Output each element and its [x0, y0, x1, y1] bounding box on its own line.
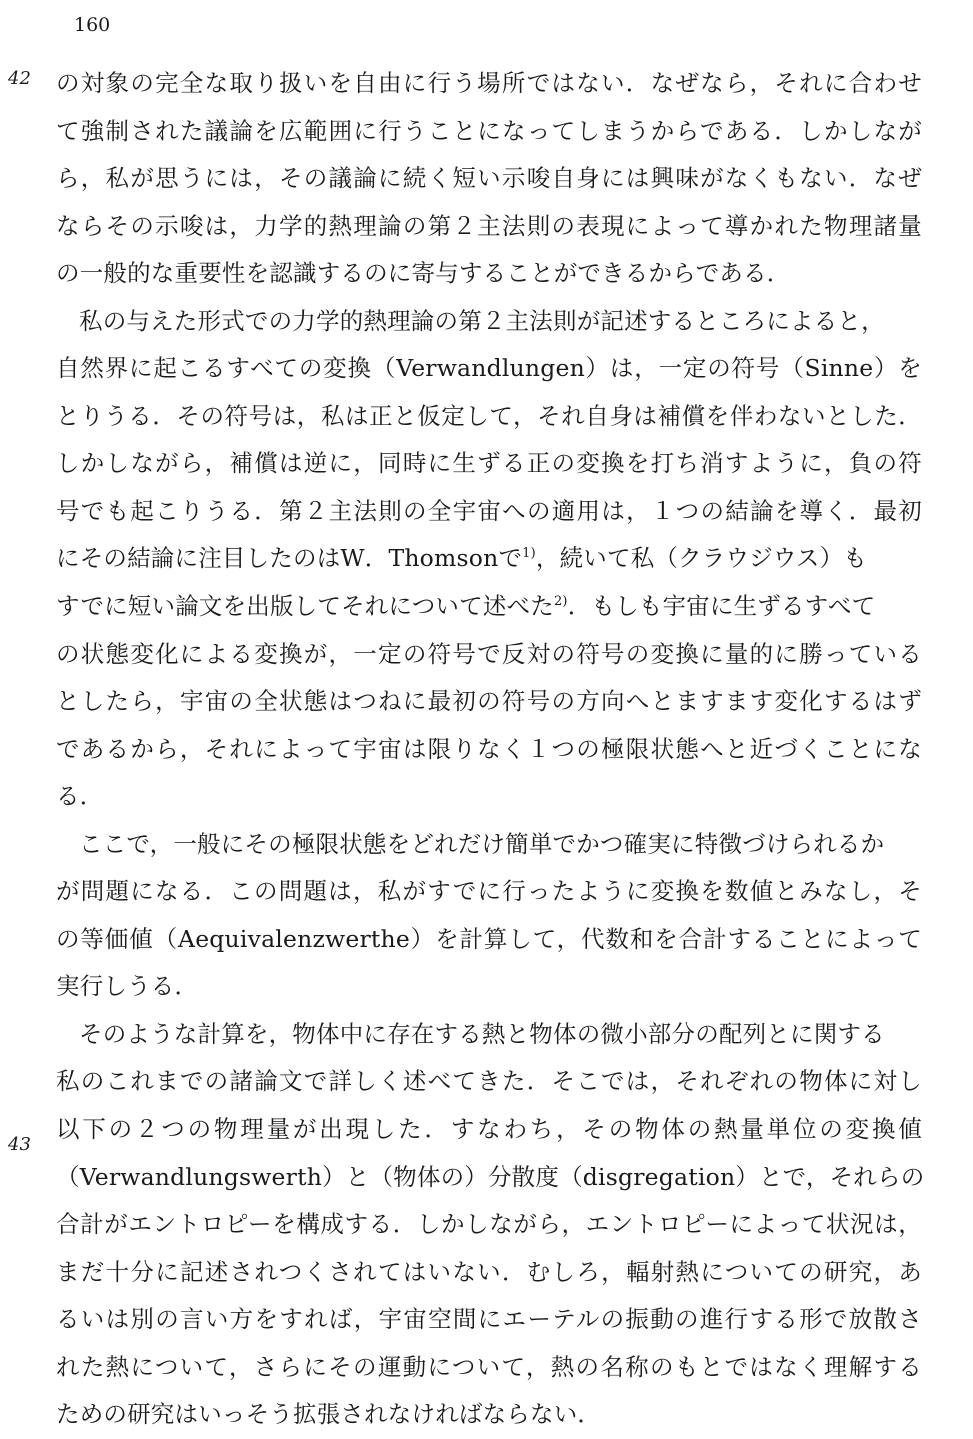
text-span: ，続いて私（クラウジウス）も [535, 544, 867, 573]
text-line: であるから，それによって宇宙は限りなく１つの極限状態へと近づくことにな [56, 734, 922, 763]
text-line: ための研究はいっそう拡張されなければならない． [56, 1400, 602, 1429]
text-line: る． [56, 782, 104, 811]
text-line: の対象の完全な取り扱いを自由に行う場所ではない．なぜなら，それに合わせ [56, 69, 922, 97]
text-span: ．もしも宇宙に生ずるすべて [567, 592, 876, 621]
text-line: て強制された議論を広範囲に行うことになってしまうからである．しかしなが [56, 116, 922, 145]
text-line: 実行しうる． [56, 972, 199, 1001]
text-line: ここで，一般にその極限状態をどれだけ簡単でかつ確実に特徴づけられるか [79, 829, 885, 858]
footnote-ref: 1) [522, 546, 536, 562]
text-line: ら，私が思うには，その議論に続く短い示唆自身には興味がなくもない．なぜ [56, 164, 922, 193]
text-line: 以下の２つの物理量が出現した．すなわち，その物体の熱量単位の変換値 [56, 1115, 922, 1144]
text-line [56, 583, 922, 631]
text-line: の等価値（Aequivalenzwerthe）を計算して，代数和を合計することによって [56, 924, 922, 953]
text-line: ならその示唆は，力学的熱理論の第２主法則の表現によって導かれた物理諸量 [56, 211, 922, 240]
text-line: の状態変化による変換が，一定の符号で反対の符号の変換に量的に勝っている [56, 639, 922, 668]
body-text [56, 60, 925, 1439]
text-line: 合計がエントロピーを構成する．しかしながら，エントロピーによって状況は， [56, 1210, 922, 1239]
text-line: としたら，宇宙の全状態はつねに最初の符号の方向へとますます変化するはず [56, 687, 922, 716]
text-line [56, 535, 922, 583]
text-line: 号でも起こりうる．第２主法則の全宇宙への適用は，１つの結論を導く．最初 [56, 496, 922, 525]
margin-paragraph-number: 42 [8, 68, 31, 89]
text-span: すでに短い論文を出版してそれについて述べた [56, 592, 554, 621]
text-line: 私のこれまでの諸論文で詳しく述べてきた．そこでは，それぞれの物体に対し [56, 1067, 922, 1096]
text-line: まだ十分に記述されつくされてはいない．むしろ，輻射熱についての研究，あ [56, 1257, 922, 1286]
text-line: （Verwandlungswerth）と（物体の）分散度（disgregation）とで，それらの [56, 1162, 925, 1191]
text-line: とりうる．その符号は，私は正と仮定して，それ自身は補償を伴わないとした． [56, 401, 922, 430]
text-line: れた熱について，さらにその運動について，熱の名称のもとではなく理解する [56, 1352, 922, 1381]
margin-paragraph-number: 43 [8, 1134, 31, 1155]
text-line: の一般的な重要性を認識するのに寄与することができるからである． [56, 259, 791, 288]
text-line: るいは別の言い方をすれば，宇宙空間にエーテルの振動の進行する形で放散さ [56, 1305, 922, 1334]
text-line: が問題になる．この問題は，私がすでに行ったように変換を数値とみなし，そ [56, 877, 922, 906]
text-line: 自然界に起こるすべての変換（Verwandlungen）は，一定の符号（Sinne）を [56, 354, 922, 383]
text-line: しかしながら，補償は逆に，同時に生ずる正の変換を打ち消すように，負の符 [56, 449, 922, 478]
text-line: そのような計算を，物体中に存在する熱と物体の微小部分の配列とに関する [79, 1019, 885, 1048]
text-span: にその結論に注目したのはW．Thomsonで [56, 544, 523, 573]
footnote-ref: 2) [553, 594, 568, 610]
text-line: 私の与えた形式での力学的熱理論の第２主法則が記述するところによると， [79, 306, 885, 335]
page-number: 160 [74, 14, 111, 36]
